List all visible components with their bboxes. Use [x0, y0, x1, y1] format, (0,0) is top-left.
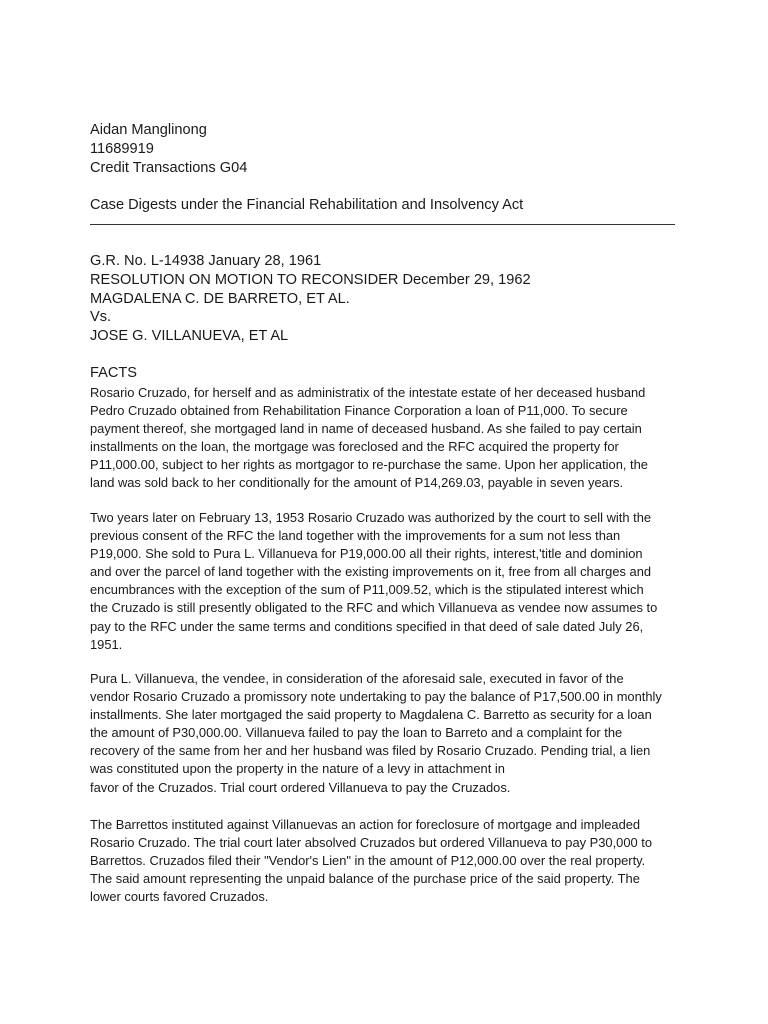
facts-paragraph-4: [90, 816, 690, 906]
paragraph-line: previous consent of the RFC the land together with the improvements for a sum not less than: [90, 528, 621, 544]
facts-paragraph-1: [90, 384, 690, 493]
paragraph-line: encumbrances with the exception of the sum of P11,009.52, which is the stipulated interest which: [90, 582, 644, 598]
paragraph-line: The said amount representing the unpaid balance of the purchase price of the said property. The: [90, 871, 640, 887]
facts-heading: [90, 364, 690, 383]
paragraph-line: land was sold back to her conditionally for the amount of P14,269.03, payable in seven years.: [90, 475, 624, 491]
paragraph-line: Pura L. Villanueva, the vendee, in consideration of the aforesaid sale, executed in favor of the: [90, 671, 624, 686]
document-subtitle: [90, 196, 690, 215]
paragraph-line: lower courts favored Cruzados.: [90, 889, 269, 905]
paragraph-line: P11,000.00, subject to her rights as mortgagor to re-purchase the same. Upon her application, the: [90, 457, 648, 473]
paragraph-line: The Barrettos instituted against Villanuevas an action for foreclosure of mortgage and impleaded: [90, 817, 641, 832]
paragraph-line: recovery of the same from her and her husband was filed by Rosario Cruzado. Pending trial, a lien: [90, 743, 651, 759]
author-block: [90, 121, 690, 177]
paragraph-line: vendor Rosario Cruzado a promissory note undertaking to pay the balance of P17,500.00 in monthly: [90, 689, 662, 705]
resolution-line: RESOLUTION ON MOTION TO RECONSIDER December 29, 1962: [90, 271, 531, 288]
horizontal-rule: [90, 224, 675, 225]
student-id: 11689919: [90, 140, 154, 157]
author-name: Aidan Manglinong: [90, 122, 207, 138]
paragraph-line: installments on the loan, the mortgage was foreclosed and the RFC acquired the property for: [90, 439, 619, 455]
gr-number: G.R. No. L-14938 January 28, 1961: [90, 253, 322, 269]
paragraph-line: 1951.: [90, 636, 123, 652]
paragraph-line: Barrettos. Cruzados filed their "Vendor's Lien" in the amount of P12,000.00 over the real property.: [90, 853, 646, 869]
paragraph-line: the amount of P30,000.00. Villanueva failed to pay the loan to Barreto and a complaint for the: [90, 725, 623, 741]
paragraph-line: favor of the Cruzados. Trial court ordered Villanueva to pay the Cruzados.: [90, 779, 511, 795]
paragraph-line: was constituted upon the property in the nature of a levy in attachment in: [90, 761, 505, 777]
course-name: Credit Transactions G04: [90, 159, 248, 176]
paragraph-line: and over the parcel of land together with the existing improvements on it, free from all charges and: [90, 564, 652, 580]
paragraph-line: Rosario Cruzado, for herself and as administratix of the intestate estate of her deceased husband: [90, 385, 646, 400]
subtitle-text: Case Digests under the Financial Rehabilitation and Insolvency Act: [90, 197, 524, 213]
paragraph-line: Pedro Cruzado obtained from Rehabilitation Finance Corporation a loan of P11,000. To secure: [90, 403, 628, 419]
respondent-name: JOSE G. VILLANUEVA, ET AL: [90, 328, 289, 345]
versus-label: Vs.: [90, 309, 112, 326]
paragraph-line: pay to the RFC under the same terms and conditions specified in that deed of sale dated July 26,: [90, 618, 644, 634]
paragraph-line: installments. She later mortgaged the said property to Magdalena C. Barretto as security for a loan: [90, 707, 652, 723]
paragraph-line: Rosario Cruzado. The trial court later absolved Cruzados but ordered Villanueva to pay P30,000 to: [90, 835, 653, 851]
case-caption: [90, 252, 690, 346]
paragraph-line: the Cruzado is still presently obligated to the RFC and which Villanueva as vendee now assumes to: [90, 600, 658, 616]
facts-heading-text: FACTS: [90, 365, 138, 381]
paragraph-line: payment thereof, she mortgaged land in name of deceased husband. As she failed to pay certain: [90, 421, 642, 437]
paragraph-line: P19,000. She sold to Pura L. Villanueva for P19,000.00 all their rights, interest,'title and dominion: [90, 546, 643, 562]
facts-paragraph-2: [90, 509, 690, 654]
facts-paragraph-3: [90, 670, 690, 797]
paragraph-line: Two years later on February 13, 1953 Rosario Cruzado was authorized by the court to sell with the: [90, 510, 652, 525]
petitioner-name: MAGDALENA C. DE BARRETO, ET AL.: [90, 290, 350, 307]
